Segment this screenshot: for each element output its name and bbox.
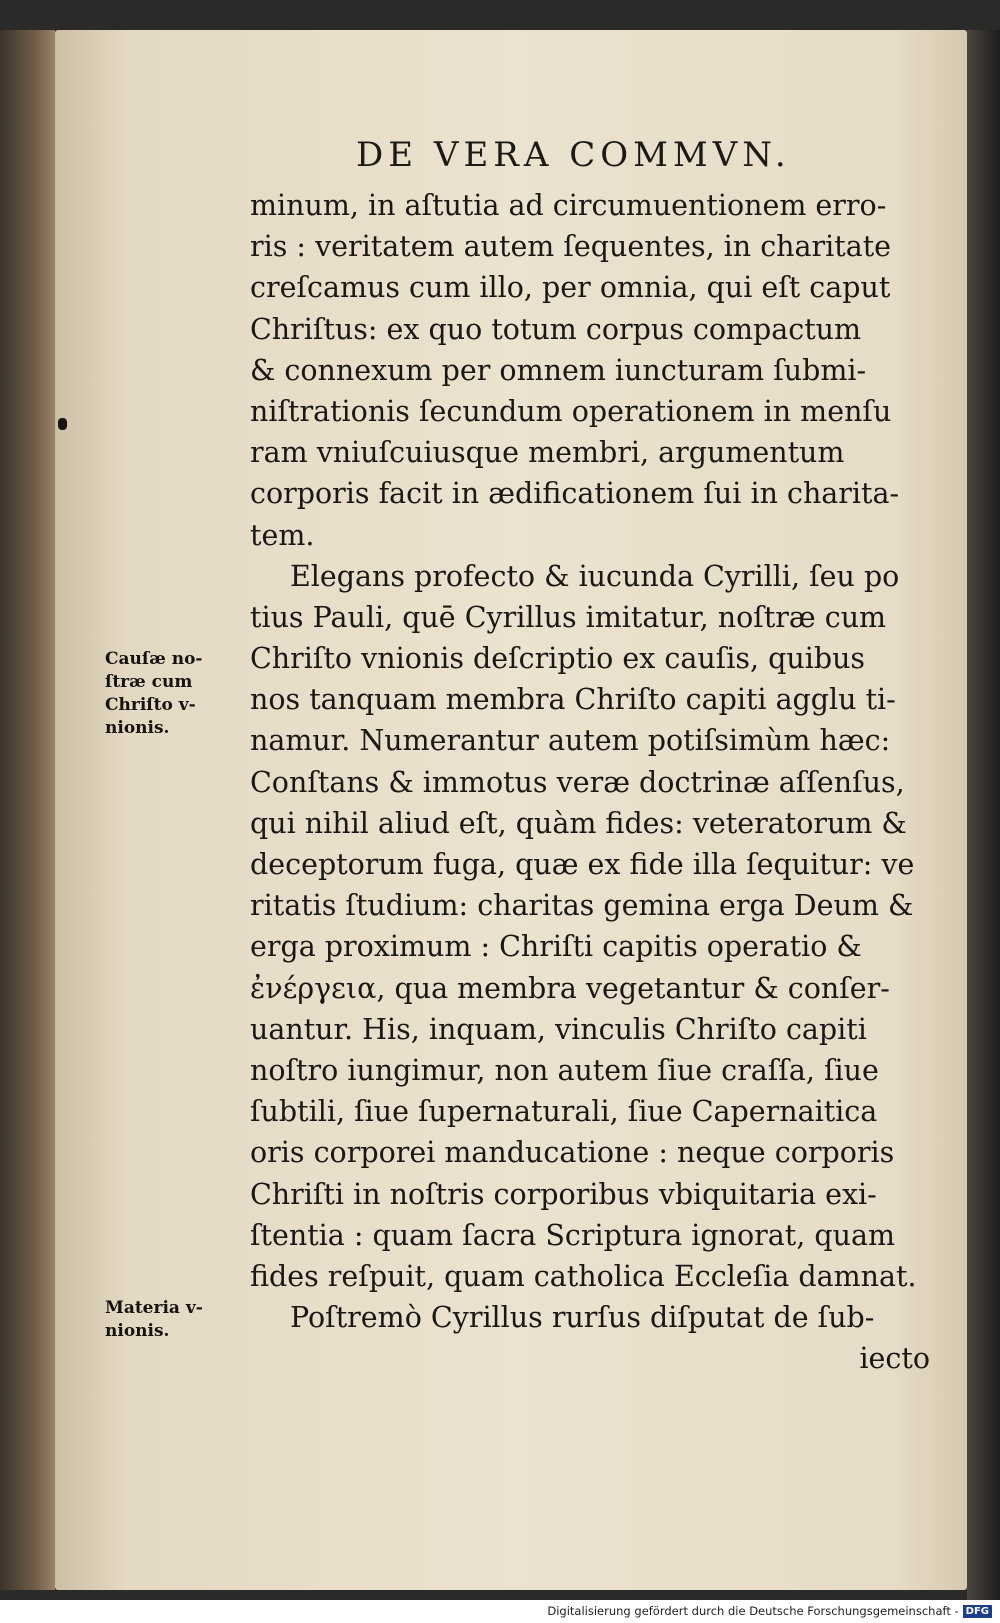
margin-note-line: ſtræ cum xyxy=(105,672,193,692)
text-line: Elegans profecto & iucunda Cyrilli, ſeu po xyxy=(290,559,900,593)
text-line: Chriſti in noſtris corporibus vbiquitaria exi- xyxy=(250,1177,877,1211)
text-line: deceptorum fuga, quæ ex fide illa ſequitur: ve xyxy=(250,848,915,881)
text-line: ἐνέργεια, qua membra vegetantur & conſer- xyxy=(250,971,890,1005)
text-line: Conſtans & immotus veræ doctrinæ aſſenſus, xyxy=(250,765,905,799)
margin-note-line: Chriſto v- xyxy=(105,695,196,715)
margin-note-causes xyxy=(105,648,245,740)
text-line: niſtrationis ſecundum operationem in menſu xyxy=(250,394,892,428)
text-line: & connexum per omnem iuncturam ſubmi- xyxy=(250,353,867,387)
text-line: ritatis ſtudium: charitas gemina erga Deum & xyxy=(250,889,914,923)
text-line: noſtro iungimur, non autem ſiue craſſa, ſiue xyxy=(250,1053,879,1087)
text-line: creſcamus cum illo, per omnia, qui eſt caput xyxy=(250,271,891,305)
margin-note-line: nionis. xyxy=(105,718,170,738)
credit-text: Digitalisierung gefördert durch die Deutsche Forschungsgemeinschaft - xyxy=(547,1604,959,1618)
text-line: Chriſto vnionis deſcriptio ex cauſis, quibus xyxy=(250,642,866,676)
page-edge xyxy=(967,30,1000,1600)
text-line: nos tanquam membra Chriſto capiti agglu ti- xyxy=(250,683,896,717)
margin-note-matter xyxy=(105,1297,245,1343)
text-line: minum, in aſtutia ad circumuentionem erro- xyxy=(250,189,887,222)
text-line: namur. Numerantur autem potiſsimùm hæc: xyxy=(250,724,891,758)
catchword: iecto xyxy=(859,1342,930,1376)
margin-note-line: Materia v- xyxy=(105,1298,203,1318)
dfg-logo: DFG xyxy=(963,1605,992,1618)
text-line: ſubtili, ſiue ſupernaturali, ſiue Capernaitica xyxy=(250,1095,878,1129)
text-line: Poſtremò Cyrillus rurſus diſputat de ſub- xyxy=(290,1301,875,1335)
text-line: uantur. His, inquam, vinculis Chriſto capiti xyxy=(250,1012,867,1046)
digitization-credit xyxy=(547,1601,992,1621)
margin-note-line: Cauſæ no- xyxy=(105,649,203,669)
ink-mark xyxy=(58,418,67,430)
text-line: ram vniuſcuiusque membri, argumentum xyxy=(250,436,845,470)
text-line: Chriſtus: ex quo totum corpus compactum xyxy=(250,312,862,346)
margin-note-line: nionis. xyxy=(105,1321,170,1341)
text-line: ſtentia : quam ſacra Scriptura ignorat, quam xyxy=(250,1218,895,1252)
text-line: tius Pauli, quē Cyrillus imitatur, noſtræ cum xyxy=(250,600,887,634)
running-head: DE VERA COMMVN. xyxy=(356,135,791,175)
text-line: ris : veritatem autem ſequentes, in charitate xyxy=(250,230,892,264)
text-line: fides reſpuit, quam catholica Eccleſia damnat. xyxy=(250,1259,917,1293)
text-line: erga proximum : Chriſti capitis operatio & xyxy=(250,930,862,964)
text-line: qui nihil aliud eſt, quàm fides: veteratorum & xyxy=(250,806,907,840)
book-spine xyxy=(0,30,55,1590)
body-text xyxy=(250,185,940,1379)
text-line: corporis facit in ædificationem ſui in charita- xyxy=(250,477,900,511)
text-line: oris corporei manducatione : neque corporis xyxy=(250,1136,895,1170)
text-line: tem. xyxy=(250,518,315,552)
